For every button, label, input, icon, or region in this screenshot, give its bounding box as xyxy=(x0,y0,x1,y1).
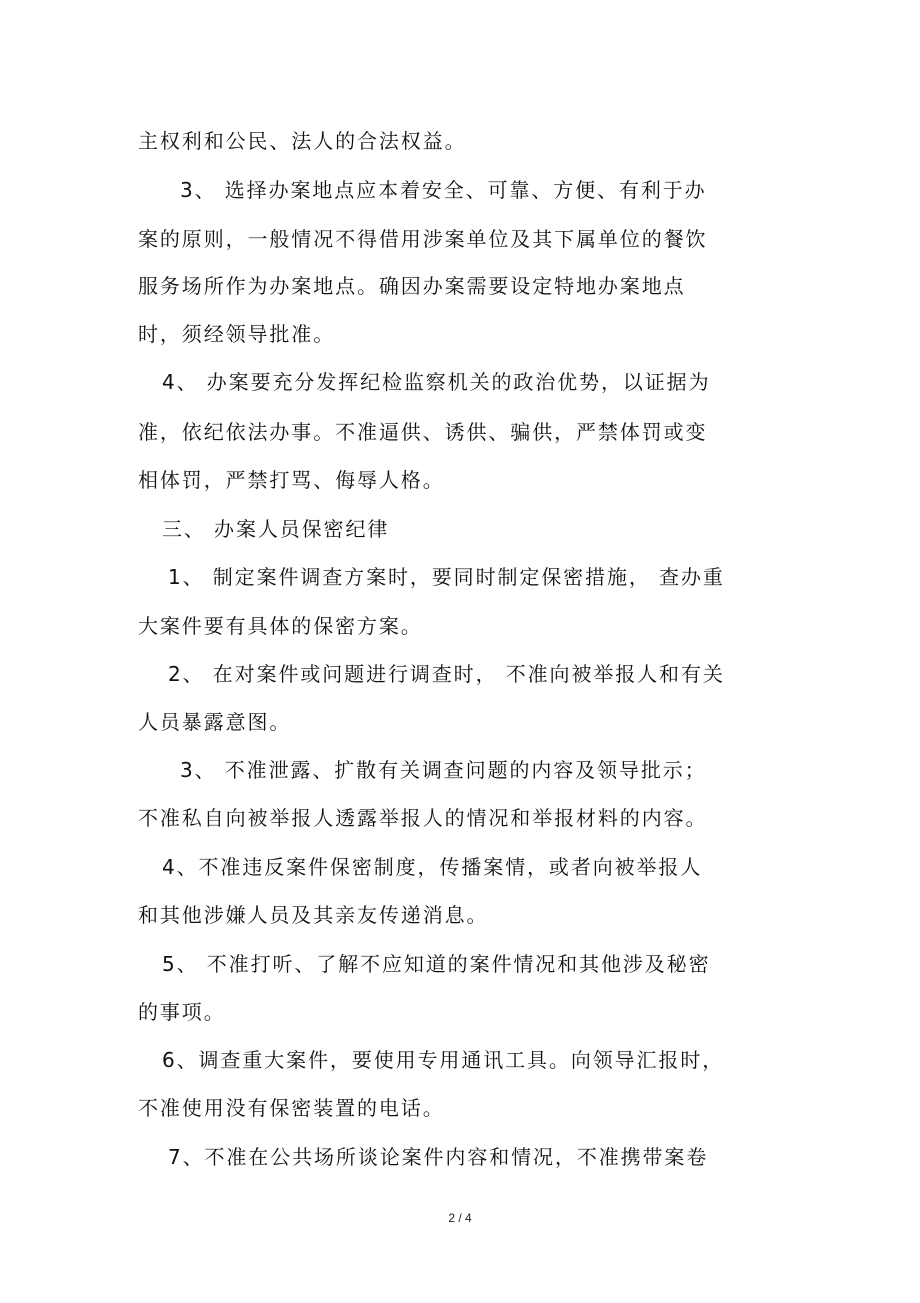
text-line: 不准私自向被举报人透露举报人的情况和举报材料的内容。 xyxy=(138,806,708,830)
text-line: 4、不准违反案件保密制度，传播案情，或者向被举报人 xyxy=(162,855,703,879)
text-line: 4、 办案要充分发挥纪检监察机关的政治优势，以证据为 xyxy=(162,370,711,394)
section-heading: 三、 办案人员保密纪律 xyxy=(162,517,390,541)
page-number: 2 / 4 xyxy=(448,1211,472,1225)
text-line: 不准使用没有保密装置的电话。 xyxy=(138,1096,445,1120)
text-line: 的事项。 xyxy=(138,1000,226,1024)
text-line: 主权利和公民、法人的合法权益。 xyxy=(138,129,467,153)
text-line: 准，依纪依法办事。不准逼供、诱供、骗供，严禁体罚或变 xyxy=(138,420,708,444)
text-line: 大案件要有具体的保密方案。 xyxy=(138,614,423,638)
text-line: 2、 在对案件或问题进行调查时， 不准向被举报人和有关 xyxy=(168,662,725,686)
text-line: 3、 不准泄露、扩散有关调查问题的内容及领导批示； xyxy=(180,758,707,782)
text-line: 3、 选择办案地点应本着安全、可靠、方便、有利于办 xyxy=(180,178,707,202)
text-line: 相体罚，严禁打骂、侮辱人格。 xyxy=(138,468,445,492)
text-line: 人员暴露意图。 xyxy=(138,710,292,734)
text-line: 5、 不准打听、了解不应知道的案件情况和其他涉及秘密 xyxy=(162,952,711,976)
text-line: 6、调查重大案件，要使用专用通讯工具。向领导汇报时， xyxy=(162,1048,725,1072)
text-line: 服务场所作为办案地点。确因办案需要设定特地办案地点 xyxy=(138,274,686,298)
text-line: 时，须经领导批准。 xyxy=(138,322,336,346)
text-line: 和其他涉嫌人员及其亲友传递消息。 xyxy=(138,903,489,927)
text-line: 案的原则，一般情况不得借用涉案单位及其下属单位的餐饮 xyxy=(138,227,708,251)
text-line: 7、不准在公共场所谈论案件内容和情况，不准携带案卷 xyxy=(168,1145,709,1169)
text-line: 1、 制定案件调查方案时，要同时制定保密措施， 查办重 xyxy=(168,565,725,589)
